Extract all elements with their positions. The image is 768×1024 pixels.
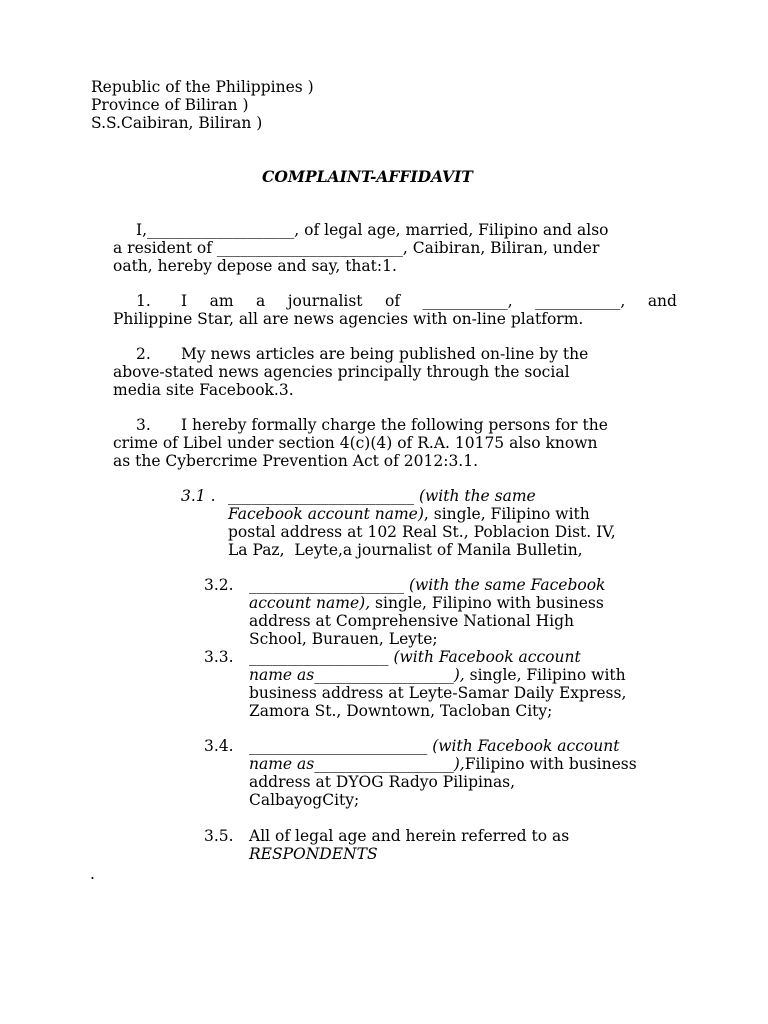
para1-word: journalist (287, 292, 363, 310)
item-3-4-rest-2: Filipino with business (464, 755, 637, 773)
para3-number: 3. (136, 416, 151, 434)
item-3-4-line-1 (249, 738, 619, 756)
item-3-3-line-1 (249, 649, 581, 667)
para2-line-2: above-stated news agencies principally through the social (113, 363, 570, 381)
item-3-1-line-4: La Paz, Leyte,a journalist of Manila Bulletin, (228, 541, 583, 559)
item-3-5-line-1: All of legal age and herein referred to as (249, 827, 570, 845)
intro-line-2: a resident of ________________________, Caibiran, Biliran, under (113, 239, 600, 257)
para1-word: ___________, (535, 292, 626, 310)
para1-word: of (385, 292, 401, 310)
para1-word: and (647, 292, 677, 310)
item-3-1-blank: ________________________ (228, 487, 414, 505)
para1-word: I (181, 292, 188, 310)
item-3-2-line-2 (249, 595, 604, 613)
item-3-1-number: 3.1 . (181, 487, 216, 505)
item-3-3-blank: __________________ (249, 648, 389, 666)
intro-line-1: I,___________________, of legal age, married, Filipino and also (136, 221, 609, 239)
header-line-1: Republic of the Philippines ) (91, 78, 314, 96)
item-3-2-line-4: School, Burauen, Leyte; (249, 630, 438, 648)
document-title: COMPLAINT-AFFIDAVIT (262, 167, 473, 186)
item-3-3-italic-1: (with Facebook account (393, 648, 581, 666)
para3-line-2: crime of Libel under section 4(c)(4) of R.A. 10175 also known (113, 434, 598, 452)
item-3-2-italic-1: (with the same Facebook (408, 576, 606, 594)
item-3-2-blank: ____________________ (249, 576, 404, 594)
item-3-3-number: 3.3. (204, 648, 234, 666)
item-3-2-italic-2: account name), (249, 594, 371, 612)
item-3-1-line-3: postal address at 102 Real St., Poblacion Dist. IV, (228, 523, 616, 541)
item-3-4-line-4: CalbayogCity; (249, 791, 360, 809)
para1-word: a (255, 292, 266, 310)
item-3-1-line-1 (228, 488, 536, 506)
item-3-3-line-4: Zamora St., Downtown, Tacloban City; (249, 702, 553, 720)
header-line-3: S.S.Caibiran, Biliran ) (91, 114, 263, 132)
header-line-2: Province of Biliran ) (91, 96, 249, 114)
item-3-3-rest-2: single, Filipino with (464, 666, 626, 684)
item-3-4-number: 3.4. (204, 737, 234, 755)
item-3-4-line-3: address at DYOG Radyo Pilipinas, (249, 773, 516, 791)
item-3-4-line-2 (249, 756, 637, 774)
item-3-4-italic-2: name as__________________), (249, 755, 465, 773)
item-3-1-italic-2: Facebook account name) (228, 505, 424, 523)
para3-line-1: I hereby formally charge the following persons for the (181, 416, 608, 434)
item-3-1-italic-1: (with the same (418, 487, 536, 505)
item-3-3-italic-2: name as__________________), (249, 666, 465, 684)
trailing-dot: . (90, 865, 95, 883)
para2-line-1: My news articles are being published on-line by the (181, 345, 589, 363)
item-3-4-italic-1: (with Facebook account (432, 737, 620, 755)
item-3-3-line-2 (249, 667, 626, 685)
para2-number: 2. (136, 345, 151, 363)
item-3-4-blank: _______________________ (249, 737, 428, 755)
item-3-1-rest-2: , single, Filipino with (423, 505, 590, 523)
para3-line-3: as the Cybercrime Prevention Act of 2012:3.1. (113, 452, 479, 470)
item-3-2-line-3: address at Comprehensive National High (249, 612, 575, 630)
item-3-2-number: 3.2. (204, 576, 234, 594)
para1-number: 1. (136, 292, 151, 310)
item-3-5-line-2: RESPONDENTS (249, 845, 378, 863)
item-3-2-line-1 (249, 577, 605, 595)
item-3-1-line-2 (228, 506, 590, 524)
item-3-5-number: 3.5. (204, 827, 234, 845)
para1-line-1 (181, 293, 677, 311)
para2-line-3: media site Facebook.3. (113, 381, 294, 399)
para1-word: ___________, (422, 292, 513, 310)
item-3-2-rest-2: single, Filipino with business (370, 594, 604, 612)
para1-line-2: Philippine Star, all are news agencies with on-line platform. (113, 310, 584, 328)
intro-line-3: oath, hereby depose and say, that:1. (113, 257, 397, 275)
para1-word: am (209, 292, 234, 310)
item-3-3-line-3: business address at Leyte-Samar Daily Express, (249, 684, 627, 702)
